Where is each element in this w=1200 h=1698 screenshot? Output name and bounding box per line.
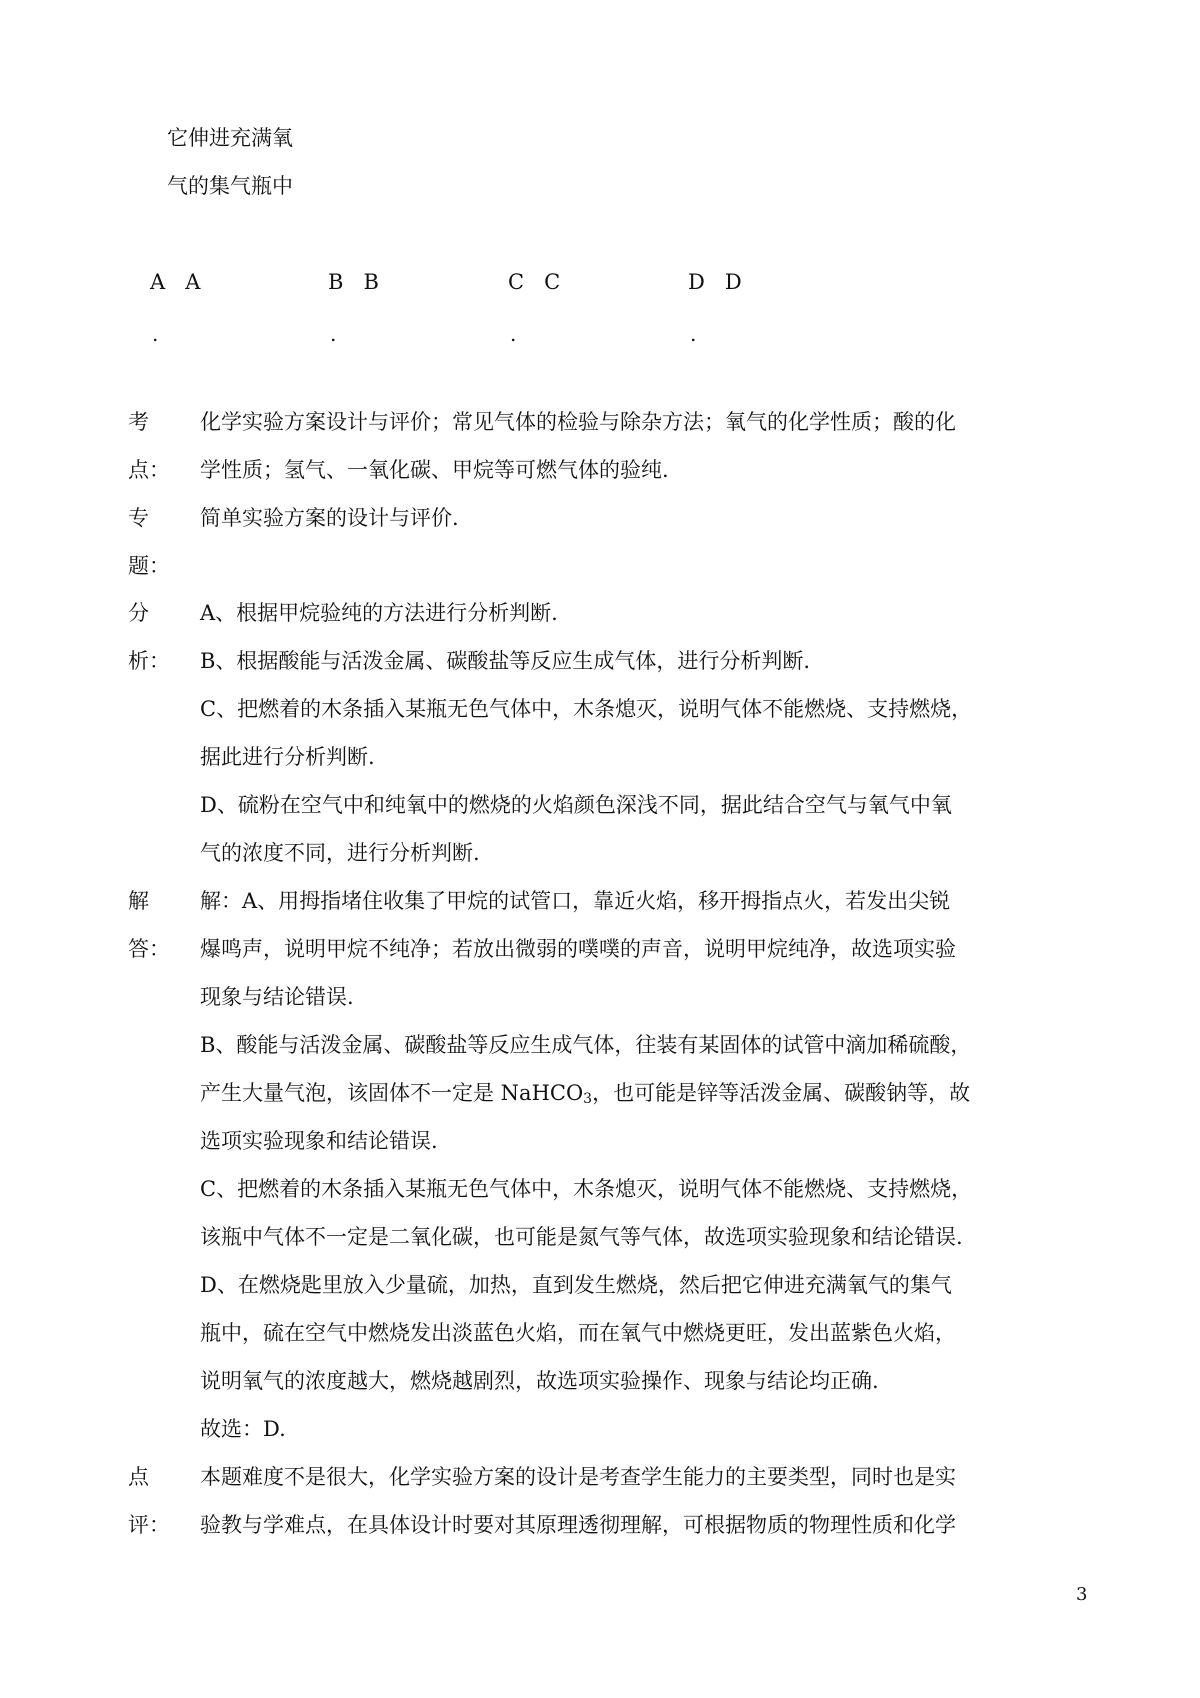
intro-line-1: 它伸进充满氧 [167, 126, 293, 150]
dianping-label-2: 评： [128, 1513, 170, 1537]
dianping-line-1: 本题难度不是很大，化学实验方案的设计是考查学生能力的主要类型，同时也是实 [200, 1465, 956, 1489]
jieda-nahco3-after: ，也可能是锌等活泼金属、碳酸钠等，故 [592, 1081, 971, 1105]
option-a-dot: . [152, 322, 159, 346]
intro-line-2: 气的集气瓶中 [167, 174, 293, 198]
kaodian-label-2: 点： [128, 458, 170, 482]
kaodian-label-1: 考 [128, 410, 149, 434]
option-c-dot: . [510, 322, 517, 346]
kaodian-line-2: 学性质；氢气、一氧化碳、甲烷等可燃气体的验纯. [200, 458, 669, 482]
jieda-line-12: 故选：D. [200, 1417, 286, 1441]
jieda-line-4: B、酸能与活泼金属、碳酸盐等反应生成气体，往装有某固体的试管中滴加稀硫酸， [200, 1033, 972, 1057]
jieda-line-10: 瓶中，硫在空气中燃烧发出淡蓝色火焰，而在氧气中燃烧更旺，发出蓝紫色火焰， [200, 1321, 956, 1345]
option-a [150, 270, 200, 294]
jieda-line-6: 选项实验现象和结论错误. [200, 1129, 438, 1153]
fenxi-line-4: 据此进行分析判断. [200, 745, 375, 769]
jieda-nahco3-before: 产生大量气泡，该固体不一定是 NaHCO [200, 1081, 584, 1105]
option-c [508, 270, 560, 294]
fenxi-label-2: 析： [128, 649, 170, 673]
jieda-line-7: C、把燃着的木条插入某瓶无色气体中，木条熄灭，说明气体不能燃烧、支持燃烧， [200, 1177, 973, 1201]
option-b [328, 270, 379, 294]
option-d-dot: . [690, 322, 697, 346]
jieda-nahco3-sub: 3 [583, 1091, 593, 1107]
jieda-label-2: 答： [128, 937, 170, 961]
page-number: 3 [1076, 1584, 1088, 1605]
dianping-line-2: 验教与学难点，在具体设计时要对其原理透彻理解，可根据物质的物理性质和化学 [200, 1513, 956, 1537]
fenxi-line-2: B、根据酸能与活泼金属、碳酸盐等反应生成气体，进行分析判断. [200, 649, 811, 673]
fenxi-line-3: C、把燃着的木条插入某瓶无色气体中，木条熄灭，说明气体不能燃烧、支持燃烧， [200, 697, 973, 721]
jieda-line-8: 该瓶中气体不一定是二氧化碳，也可能是氮气等气体，故选项实验现象和结论错误. [200, 1225, 963, 1249]
fenxi-line-5: D、硫粉在空气中和纯氧中的燃烧的火焰颜色深浅不同，据此结合空气与氧气中氧 [200, 793, 952, 817]
jieda-line-11: 说明氧气的浓度越大，燃烧越剧烈，故选项实验操作、现象与结论均正确. [200, 1369, 879, 1393]
option-text: C [544, 270, 561, 294]
jieda-line-9: D、在燃烧匙里放入少量硫，加热，直到发生燃烧，然后把它伸进充满氧气的集气 [200, 1273, 952, 1297]
jieda-label-1: 解 [128, 889, 149, 913]
zhuanti-label-2: 题： [128, 554, 170, 578]
option-letter: A [150, 270, 166, 294]
jieda-line-2: 爆鸣声，说明甲烷不纯净；若放出微弱的噗噗的声音，说明甲烷纯净，故选项实验 [200, 937, 956, 961]
option-letter: B [328, 270, 344, 294]
option-text: D [724, 270, 742, 294]
zhuanti-line-1: 简单实验方案的设计与评价. [200, 506, 459, 530]
option-letter: D [688, 270, 705, 294]
fenxi-line-6: 气的浓度不同，进行分析判断. [200, 841, 480, 865]
option-b-dot: . [330, 322, 337, 346]
zhuanti-label-1: 专 [128, 506, 149, 530]
jieda-line-5 [200, 1083, 970, 1106]
fenxi-line-1: A、根据甲烷验纯的方法进行分析判断. [200, 601, 558, 625]
jieda-line-1: 解：A、用拇指堵住收集了甲烷的试管口，靠近火焰，移开拇指点火，若发出尖锐 [200, 889, 951, 913]
option-letter: C [508, 270, 525, 294]
jieda-line-3: 现象与结论错误. [200, 985, 354, 1009]
option-text: A [185, 270, 201, 294]
option-text: B [363, 270, 379, 294]
dianping-label-1: 点 [128, 1465, 149, 1489]
kaodian-line-1: 化学实验方案设计与评价；常见气体的检验与除杂方法；氧气的化学性质；酸的化 [200, 410, 956, 434]
option-d [688, 270, 742, 294]
fenxi-label-1: 分 [128, 601, 149, 625]
